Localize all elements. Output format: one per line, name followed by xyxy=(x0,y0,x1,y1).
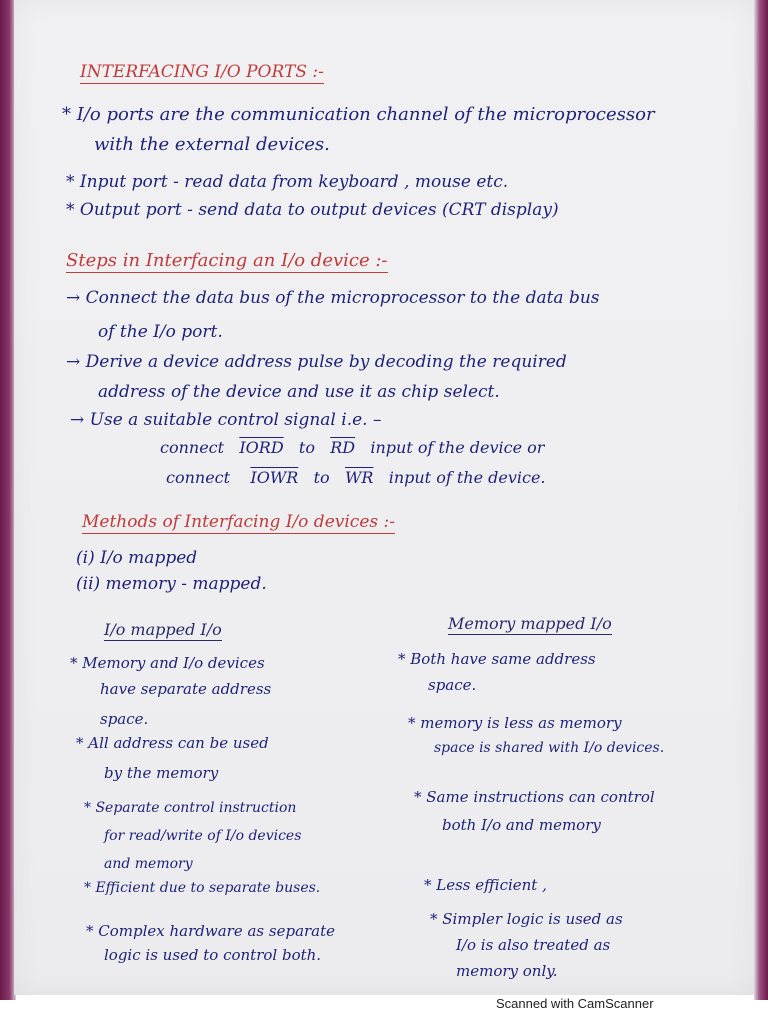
mem-point-2-line-2: space is shared with I/o devices. xyxy=(434,740,665,756)
step-3-line-2 xyxy=(160,438,544,457)
memory-mapped-io-title: Memory mapped I/o xyxy=(448,614,612,633)
connect-text: connect xyxy=(160,438,225,457)
io-point-3-line-3: and memory xyxy=(104,856,193,872)
io-point-2-line-1: * All address can be used xyxy=(76,734,269,752)
mem-point-5-line-3: memory only. xyxy=(456,962,558,980)
io-point-4: * Efficient due to separate buses. xyxy=(84,880,321,896)
input-port-line: * Input port - read data from keyboard , mouse etc. xyxy=(66,172,509,192)
io-point-5-line-1: * Complex hardware as separate xyxy=(86,922,336,940)
io-point-2-line-2: by the memory xyxy=(104,764,219,782)
notebook-page xyxy=(14,0,754,995)
heading-steps-in-interfacing: Steps in Interfacing an I/o device :- xyxy=(66,250,388,271)
mem-point-3-line-2: both I/o and memory xyxy=(442,816,601,834)
io-point-1-line-1: * Memory and I/o devices xyxy=(70,654,265,672)
step-1-line-1: → Connect the data bus of the microprocessor to the data bus xyxy=(66,288,600,308)
camscanner-watermark: Scanned with CamScanner xyxy=(496,996,654,1011)
connect-text: connect xyxy=(166,468,231,487)
step-3-line-1: → Use a suitable control signal i.e. – xyxy=(70,410,382,430)
wr-signal: $\overline{WR}$ xyxy=(344,468,374,487)
mem-point-1-line-2: space. xyxy=(428,676,477,694)
mem-point-5-line-2: I/o is also treated as xyxy=(456,936,611,954)
method-io-mapped: (i) I/o mapped xyxy=(76,548,198,568)
io-point-5-line-2: logic is used to control both. xyxy=(104,946,322,964)
mem-point-2-line-1: * memory is less as memory xyxy=(408,714,622,732)
step-1-line-2: of the I/o port. xyxy=(98,322,223,342)
io-point-3-line-2: for read/write of I/o devices xyxy=(104,828,302,844)
heading-interfacing-io-ports: INTERFACING I/O PORTS :- xyxy=(80,62,324,82)
mem-point-4: * Less efficient , xyxy=(424,876,547,894)
input-of-device-text: input of the device or xyxy=(370,438,545,457)
step-3-line-3 xyxy=(166,468,546,487)
mem-point-3-line-1: * Same instructions can control xyxy=(414,788,655,806)
intro-line-1: * I/o ports are the communication channel of the microprocessor xyxy=(62,104,655,125)
to-text: to xyxy=(313,468,330,487)
output-port-line: * Output port - send data to output devices (CRT display) xyxy=(66,200,559,220)
input-of-device-text: input of the device. xyxy=(388,468,546,487)
io-point-1-line-3: space. xyxy=(100,710,149,728)
iowr-signal: IOWR xyxy=(250,468,299,487)
to-text: to xyxy=(298,438,315,457)
io-mapped-io-title: I/o mapped I/o xyxy=(104,620,222,639)
step-2-line-1: → Derive a device address pulse by decoding the required xyxy=(66,352,567,372)
right-border xyxy=(754,0,768,1000)
heading-methods-of-interfacing: Methods of Interfacing I/o devices :- xyxy=(82,512,395,532)
method-memory-mapped: (ii) memory - mapped. xyxy=(76,574,267,594)
intro-line-2: with the external devices. xyxy=(94,134,330,155)
mem-point-5-line-1: * Simpler logic is used as xyxy=(430,910,623,928)
mem-point-1-line-1: * Both have same address xyxy=(398,650,596,668)
io-point-3-line-1: * Separate control instruction xyxy=(84,800,297,816)
rd-signal: $\overline{RD}$ xyxy=(330,438,356,457)
step-2-line-2: address of the device and use it as chip select. xyxy=(98,382,500,402)
iord-signal: IORD xyxy=(239,438,284,457)
io-point-1-line-2: have separate address xyxy=(100,680,272,698)
